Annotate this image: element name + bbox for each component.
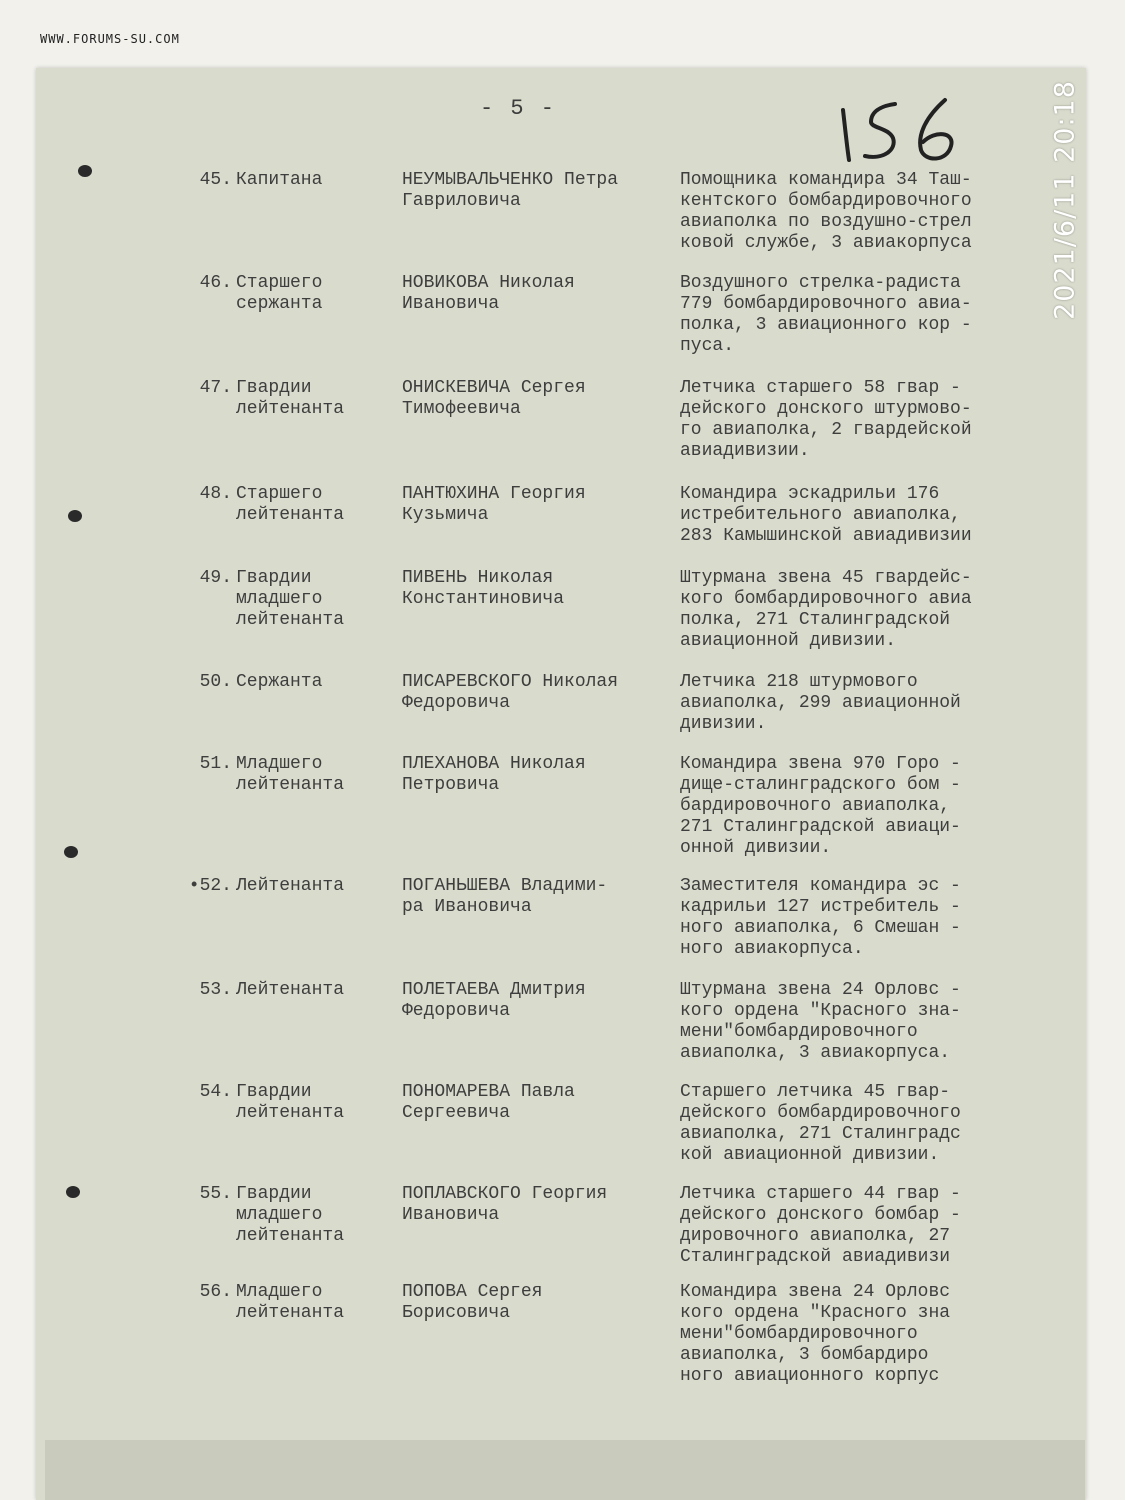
entry-rank-line: младшего bbox=[236, 589, 323, 609]
entry-unit-line: дивизии. bbox=[680, 714, 767, 734]
entry-name bbox=[402, 1282, 667, 1324]
watermark: WWW.FORUMS-SU.COM bbox=[40, 32, 180, 46]
entry-unit-line: 283 Камышинской авиадивизии bbox=[680, 526, 972, 546]
entry-rank bbox=[236, 568, 386, 631]
entry-name-line: ПОПОВА Сергея bbox=[402, 1282, 543, 1302]
entry-unit-line: Штурмана звена 24 Орловс - bbox=[680, 980, 961, 1000]
entry-name-line: НОВИКОВА Николая bbox=[402, 273, 575, 293]
entry-unit-line: дировочного авиаполка, 27 bbox=[680, 1226, 951, 1246]
entry-name bbox=[402, 273, 667, 315]
entry-rank bbox=[236, 1184, 386, 1247]
entry-number: 49. bbox=[199, 568, 232, 588]
entry-rank-line: лейтенанта bbox=[236, 399, 345, 419]
entry-name-line: Гавриловича bbox=[402, 191, 521, 211]
entry-name-line: Сергеевича bbox=[402, 1103, 511, 1123]
entry-number: 54. bbox=[199, 1082, 232, 1102]
entry-rank-line: Лейтенанта bbox=[236, 980, 345, 1000]
entry-name bbox=[402, 484, 667, 526]
entry-rank-line: Гвардии bbox=[236, 1082, 312, 1102]
entry-rank bbox=[236, 980, 386, 1001]
entry-unit-line: бардировочного авиаполка, bbox=[680, 796, 951, 816]
entry-name bbox=[402, 378, 667, 420]
entry-unit-line: пуса. bbox=[680, 336, 735, 356]
entry-unit-line: го авиаполка, 2 гвардейской bbox=[680, 420, 972, 440]
entry-name bbox=[402, 876, 667, 918]
entry-unit-line: авиаполка, 271 Сталинградс bbox=[680, 1124, 961, 1144]
entry-number: 53. bbox=[199, 980, 232, 1000]
entry-rank bbox=[236, 754, 386, 796]
entry-rank bbox=[236, 273, 386, 315]
entry-unit-line: кадрильи 127 истребитель - bbox=[680, 897, 961, 917]
entry-rank bbox=[236, 1082, 386, 1124]
entry-unit-line: кой авиационной дивизии. bbox=[680, 1145, 940, 1165]
entry-name bbox=[402, 672, 667, 714]
entry-rank-line: Старшего bbox=[236, 273, 323, 293]
entry-unit-line: Командира звена 24 Орловс bbox=[680, 1282, 951, 1302]
punch-hole bbox=[66, 1186, 80, 1198]
entry-rank-line: Младшего bbox=[236, 754, 323, 774]
entry-unit bbox=[680, 876, 1040, 960]
entry-rank-line: младшего bbox=[236, 1205, 323, 1225]
entry-unit-line: Старшего летчика 45 гвар- bbox=[680, 1082, 951, 1102]
entry-rank-line: сержанта bbox=[236, 294, 323, 314]
entry-unit bbox=[680, 980, 1040, 1064]
entry-number: 47. bbox=[199, 378, 232, 398]
entry-unit bbox=[680, 568, 1040, 652]
paper-shadow bbox=[45, 1440, 1085, 1500]
entry-unit bbox=[680, 1082, 1040, 1166]
entry-number: 50. bbox=[199, 672, 232, 692]
entry-rank-line: Младшего bbox=[236, 1282, 323, 1302]
entry-unit-line: кого бомбардировочного авиа bbox=[680, 589, 972, 609]
entry-name-line: ПОЛЕТАЕВА Дмитрия bbox=[402, 980, 586, 1000]
entry-name-line: Борисовича bbox=[402, 1303, 511, 1323]
entry-unit bbox=[680, 484, 1040, 547]
entry-name-line: ПОГАНЬШЕВА Владими- bbox=[402, 876, 608, 896]
handwritten-number bbox=[835, 92, 970, 172]
entry-name-line: ПИВЕНЬ Николая bbox=[402, 568, 554, 588]
entry-name-line: Петровича bbox=[402, 775, 500, 795]
entry-name-line: Ивановича bbox=[402, 294, 500, 314]
entry-rank-line: Гвардии bbox=[236, 1184, 312, 1204]
entry-unit-line: Заместителя командира эс - bbox=[680, 876, 961, 896]
entry-unit bbox=[680, 378, 1040, 462]
entry-rank-line: Лейтенанта bbox=[236, 876, 345, 896]
punch-hole bbox=[68, 510, 82, 522]
entry-rank-line: лейтенанта bbox=[236, 610, 345, 630]
entry-name bbox=[402, 170, 667, 212]
entry-unit-line: дейского донского бомбар - bbox=[680, 1205, 961, 1225]
entry-unit-line: 271 Сталинградской авиаци- bbox=[680, 817, 961, 837]
entry-rank-line: лейтенанта bbox=[236, 1226, 345, 1246]
entry-unit-line: Помощника командира 34 Таш- bbox=[680, 170, 972, 190]
entry-unit-line: полка, 3 авиационного кор - bbox=[680, 315, 972, 335]
entry-number: 48. bbox=[199, 484, 232, 504]
entry-number: •52. bbox=[188, 876, 232, 896]
entry-name bbox=[402, 568, 667, 610]
entry-unit-line: дейского бомбардировочного bbox=[680, 1103, 961, 1123]
entry-unit-line: полка, 271 Сталинградской bbox=[680, 610, 951, 630]
page-number: - 5 - bbox=[480, 96, 557, 121]
entry-name-line: НЕУМЫВАЛЬЧЕНКО Петра bbox=[402, 170, 619, 190]
entry-number: 55. bbox=[199, 1184, 232, 1204]
entry-number: 51. bbox=[199, 754, 232, 774]
entry-number: 46. bbox=[199, 273, 232, 293]
entry-number: 56. bbox=[199, 1282, 232, 1302]
entry-name-line: ПИСАРЕВСКОГО Николая bbox=[402, 672, 619, 692]
entry-unit bbox=[680, 672, 1040, 735]
entry-name-line: ПЛЕХАНОВА Николая bbox=[402, 754, 586, 774]
entry-rank-line: лейтенанта bbox=[236, 775, 345, 795]
entry-rank-line: лейтенанта bbox=[236, 505, 345, 525]
entry-rank-line: Старшего bbox=[236, 484, 323, 504]
entry-rank bbox=[236, 378, 386, 420]
entry-unit-line: онной дивизии. bbox=[680, 838, 832, 858]
entry-unit-line: Сталинградской авиадивизи bbox=[680, 1247, 951, 1267]
entry-name-line: ра Ивановича bbox=[402, 897, 532, 917]
entry-unit-line: авиаполка, 3 авиакорпуса. bbox=[680, 1043, 951, 1063]
entry-unit-line: дейского донского штурмово- bbox=[680, 399, 972, 419]
entry-unit-line: Командира эскадрильи 176 bbox=[680, 484, 940, 504]
entry-unit-line: ного авиаполка, 6 Смешан - bbox=[680, 918, 961, 938]
entry-unit-line: авиаполка по воздушно-стрел bbox=[680, 212, 972, 232]
entry-number: 45. bbox=[199, 170, 232, 190]
entry-unit-line: Воздушного стрелка-радиста bbox=[680, 273, 961, 293]
entry-unit-line: истребительного авиаполка, bbox=[680, 505, 961, 525]
entry-name bbox=[402, 1082, 667, 1124]
punch-hole bbox=[78, 165, 92, 177]
entry-rank-line: лейтенанта bbox=[236, 1303, 345, 1323]
entry-rank bbox=[236, 484, 386, 526]
entry-rank bbox=[236, 1282, 386, 1324]
entry-rank bbox=[236, 672, 386, 693]
entry-unit-line: 779 бомбардировочного авиа- bbox=[680, 294, 972, 314]
entry-unit-line: авиационной дивизии. bbox=[680, 631, 897, 651]
entry-name-line: Федоровича bbox=[402, 1001, 511, 1021]
entry-name-line: Тимофеевича bbox=[402, 399, 521, 419]
entry-unit-line: кого ордена "Красного зна bbox=[680, 1303, 951, 1323]
entry-name-line: Ивановича bbox=[402, 1205, 500, 1225]
entry-unit-line: Летчика старшего 44 гвар - bbox=[680, 1184, 961, 1204]
entry-rank-line: Сержанта bbox=[236, 672, 323, 692]
entry-name-line: ПАНТЮХИНА Георгия bbox=[402, 484, 586, 504]
entry-unit-line: дище-сталинградского бом - bbox=[680, 775, 961, 795]
entry-unit bbox=[680, 1184, 1040, 1268]
entry-unit-line: мени"бомбардировочного bbox=[680, 1324, 918, 1344]
entry-rank-line: лейтенанта bbox=[236, 1103, 345, 1123]
entry-name-line: Федоровича bbox=[402, 693, 511, 713]
entry-unit bbox=[680, 754, 1040, 859]
entry-unit bbox=[680, 273, 1040, 357]
entry-unit bbox=[680, 170, 1040, 254]
entry-unit-line: Летчика старшего 58 гвар - bbox=[680, 378, 961, 398]
entry-name bbox=[402, 754, 667, 796]
entry-name-line: ПОНОМАРЕВА Павла bbox=[402, 1082, 575, 1102]
entry-unit-line: авиадивизии. bbox=[680, 441, 810, 461]
entry-unit-line: ного авиакорпуса. bbox=[680, 939, 864, 959]
entry-unit-line: авиаполка, 299 авиационной bbox=[680, 693, 961, 713]
entry-rank bbox=[236, 876, 386, 897]
entry-name-line: Кузьмича bbox=[402, 505, 489, 525]
entry-unit-line: ковой службе, 3 авиакорпуса bbox=[680, 233, 972, 253]
entry-unit-line: кентского бомбардировочного bbox=[680, 191, 972, 211]
entry-name-line: ОНИСКЕВИЧА Сергея bbox=[402, 378, 586, 398]
entry-rank-line: Гвардии bbox=[236, 378, 312, 398]
entry-unit bbox=[680, 1282, 1040, 1387]
entry-unit-line: авиаполка, 3 бомбардиро bbox=[680, 1345, 929, 1365]
entry-unit-line: кого ордена "Красного зна- bbox=[680, 1001, 961, 1021]
entry-unit-line: мени"бомбардировочного bbox=[680, 1022, 918, 1042]
entry-rank bbox=[236, 170, 386, 191]
entry-rank-line: Капитана bbox=[236, 170, 323, 190]
entry-name bbox=[402, 1184, 667, 1226]
entry-unit-line: Штурмана звена 45 гвардейс- bbox=[680, 568, 972, 588]
entry-unit-line: Летчика 218 штурмового bbox=[680, 672, 918, 692]
entry-name bbox=[402, 980, 667, 1022]
punch-hole bbox=[64, 846, 78, 858]
photo-timestamp: 2021/6/11 20:18 bbox=[1049, 80, 1081, 320]
entry-rank-line: Гвардии bbox=[236, 568, 312, 588]
entry-name-line: Константиновича bbox=[402, 589, 565, 609]
entry-unit-line: ного авиационного корпус bbox=[680, 1366, 940, 1386]
entry-name-line: ПОПЛАВСКОГО Георгия bbox=[402, 1184, 608, 1204]
entry-unit-line: Командира звена 970 Горо - bbox=[680, 754, 961, 774]
